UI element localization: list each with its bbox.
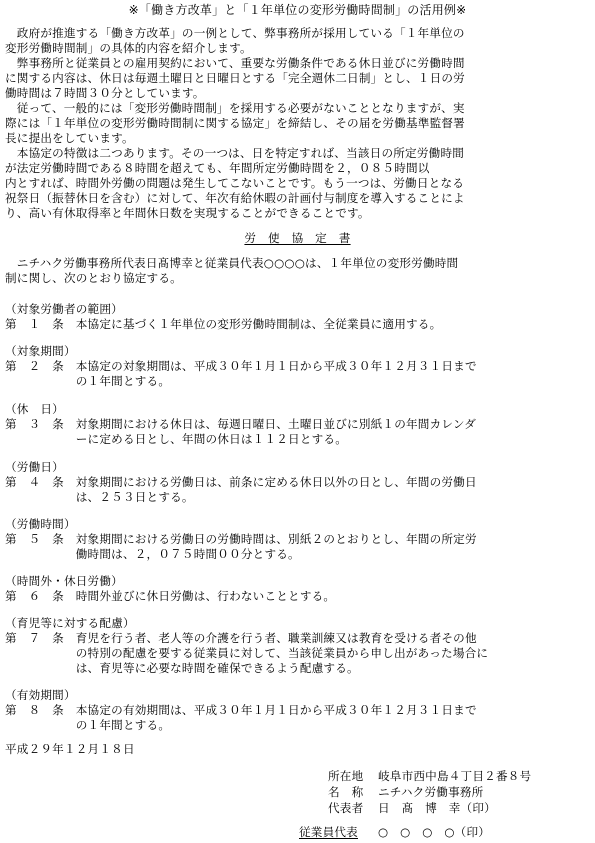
address-value: 岐阜市西中島４丁目２番８号: [378, 769, 532, 783]
article-heading: （休 日）: [5, 402, 64, 416]
name-value: ニチハク労働事務所: [378, 785, 484, 799]
employee-representative-value: ○ ○ ○ ○（印）: [378, 825, 491, 839]
employee-representative-label: 従業員代表: [299, 825, 358, 839]
article-heading: （対象労働者の範囲）: [5, 302, 123, 316]
article-line: 第 ３ 条 対象期間における休日は、毎週日曜日、土曜日並びに別紙１の年間カレンダ: [5, 417, 476, 431]
intro-line: 働時間は７時間３０分としています。: [5, 86, 205, 100]
intro-line: 従って、一般的には「変形労働時間制」を採用する必要がないこととなりますが、実: [5, 101, 465, 115]
address-label: 所在地: [328, 769, 364, 783]
article-line: 第 ８ 条 本協定の有効期間は、平成３０年１月１日から平成３０年１２月３１日まで: [5, 703, 477, 717]
article-line: は、２５３日とする。: [5, 490, 194, 504]
article-heading: （時間外・休日労働）: [5, 574, 123, 588]
article-line: ーに定める日とし、年間の休日は１１２日とする。: [5, 432, 348, 446]
preamble-line: 制に関し、次のとおり協定する。: [5, 271, 182, 285]
article-heading: （有効期間）: [5, 688, 76, 702]
intro-line: に関する内容は、休日は毎週土曜日と日曜日とする「完全週休二日制」とし、１日の労: [5, 71, 465, 85]
article-line: は、育児等に必要な時間を確保できるよう配慮する。: [5, 661, 359, 675]
article-heading: （労働時間）: [5, 517, 76, 531]
article-line: 第 １ 条 本協定に基づく１年単位の変形労働時間制は、全従業員に適用する。: [5, 317, 442, 331]
article-line: の１年間とする。: [5, 374, 171, 388]
intro-line: が法定労働時間である８時間を超えても、年間所定労働時間を２，０８５時間以: [5, 161, 430, 175]
intro-line: 際には「１年単位の変形労働時間制に関する協定」を締結し、その届を労働基準監督署: [5, 116, 465, 130]
article-line: の１年間とする。: [5, 718, 171, 732]
intro-line: 政府が推進する「働き方改革」の一例として、弊事務所が採用している「１年単位の: [5, 26, 465, 40]
article-line: 第 ５ 条 対象期間における労働日の労働時間は、別紙２のとおりとし、年間の所定労: [5, 532, 477, 546]
article-heading: （対象期間）: [5, 344, 76, 358]
intro-line: 変形労働時間制」の具体的内容を紹介します。: [5, 41, 252, 55]
representative-value: 日 髙 博 幸（印）: [378, 801, 496, 815]
article-line: 第 ４ 条 対象期間における労働日は、前条に定める休日以外の日とし、年間の労働日: [5, 475, 477, 489]
intro-line: 内とすれば、時間外労働の問題は発生してこないことです。もう一つは、労働日となる: [5, 176, 465, 190]
name-label: 名 称: [328, 785, 364, 799]
intro-line: 本協定の特徴は二つあります。その一つは、日を特定すれば、当該日の所定労働時間: [5, 146, 465, 160]
agreement-date: 平成２９年１２月１８日: [5, 742, 135, 756]
article-heading: （労働日）: [5, 460, 64, 474]
intro-line: 長に提出をしています。: [5, 131, 134, 145]
article-heading: （育児等に対する配慮）: [5, 616, 135, 630]
article-line: 第 ７ 条 育児を行う者、老人等の介護を行う者、職業訓練又は教育を受ける者その他: [5, 631, 477, 645]
article-line: の特別の配慮を要する従業員に対して、当該従業員から申し出があった場合に: [5, 646, 489, 660]
article-line: 働時間は、２，０７５時間００分とする。: [5, 547, 300, 561]
article-line: 第 ６ 条 時間外並びに休日労働は、行わないこととする。: [5, 589, 336, 603]
representative-label: 代表者: [328, 801, 364, 815]
agreement-title: 労 使 協 定 書: [244, 231, 351, 245]
document-title: ※「働き方改革」と「１年単位の変形労働時間制」の活用例※: [128, 3, 467, 17]
intro-line: 祝祭日（振替休日を含む）に対して、年次有給休暇の計画付与制度を導入することによ: [5, 191, 465, 205]
intro-line: り、高い有休取得率と年間休日数を実現することができることです。: [5, 206, 370, 220]
article-line: 第 ２ 条 本協定の対象期間は、平成３０年１月１日から平成３０年１２月３１日まで: [5, 359, 477, 373]
intro-line: 弊事務所と従業員との雇用契約において、重要な労働条件である休日並びに労働時間: [5, 56, 465, 70]
preamble-line: ニチハク労働事務所代表日髙博幸と従業員代表○○○○は、１年単位の変形労働時間: [5, 256, 459, 270]
